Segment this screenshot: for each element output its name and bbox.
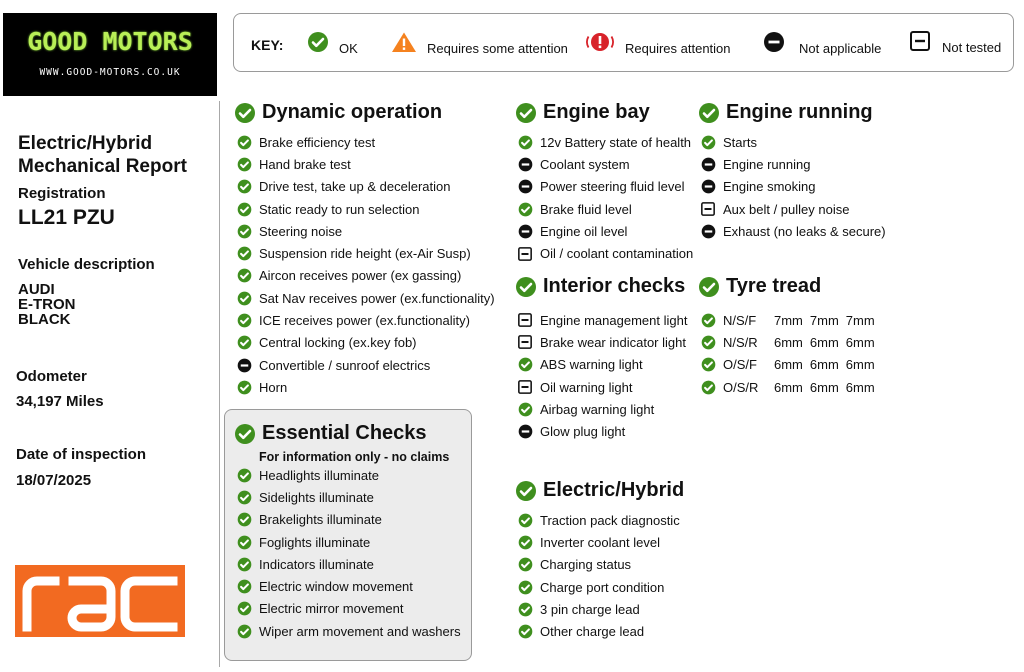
odometer-label: Odometer xyxy=(16,368,87,385)
check-item-label: Coolant system xyxy=(540,156,630,172)
check-icon xyxy=(237,313,259,328)
check-item-label: Wiper arm movement and washers xyxy=(259,623,461,639)
check-item xyxy=(518,242,693,264)
check-item-label: Charging status xyxy=(540,557,632,573)
check-item-label: Foglights illuminate xyxy=(259,534,371,550)
check-item xyxy=(237,354,495,376)
check-icon xyxy=(237,224,259,239)
check-item-label: ABS warning light xyxy=(540,357,643,373)
vertical-divider xyxy=(219,101,220,667)
tyre-depth: 6mm xyxy=(845,334,875,350)
check-item-label: Horn xyxy=(259,379,288,395)
check-item xyxy=(518,198,693,220)
minus-square-icon xyxy=(518,380,540,394)
inspection-date-label: Date of inspection xyxy=(16,446,147,463)
check-icon xyxy=(518,513,540,528)
check-item-label: Oil warning light xyxy=(540,379,633,395)
tyre-position: O/S/R xyxy=(723,379,759,395)
good-motors-logo xyxy=(3,13,217,96)
engine-bay-title: Engine bay xyxy=(543,101,650,123)
key-label: KEY: xyxy=(251,37,284,53)
check-item xyxy=(237,198,495,220)
check-item xyxy=(701,198,886,220)
check-item xyxy=(518,309,687,331)
dynamic-operation-title: Dynamic operation xyxy=(262,101,443,123)
key-ok xyxy=(307,31,358,58)
check-icon xyxy=(237,179,259,194)
status-key xyxy=(233,13,1014,72)
tyre-row xyxy=(701,376,882,398)
check-item xyxy=(518,153,693,175)
check-icon xyxy=(237,246,259,261)
registration-label: Registration xyxy=(18,185,106,202)
check-item xyxy=(518,176,693,198)
check-icon xyxy=(518,357,540,372)
tyre-depth: 6mm xyxy=(774,379,803,395)
check-item xyxy=(237,376,495,398)
essential-checks-title: Essential Checks xyxy=(262,422,427,444)
check-item-label: Engine oil level xyxy=(540,223,628,239)
check-item-label: Hand brake test xyxy=(259,156,351,172)
check-icon xyxy=(237,157,259,172)
check-item xyxy=(518,576,680,598)
check-item-label: Convertible / sunroof electrics xyxy=(259,357,431,373)
engine-running-title: Engine running xyxy=(726,101,873,123)
check-item-label: Steering noise xyxy=(259,223,343,239)
check-item xyxy=(237,464,461,486)
check-item-label: Sidelights illuminate xyxy=(259,489,374,505)
minus-square-icon xyxy=(518,247,540,261)
check-icon xyxy=(237,512,259,527)
check-item-label: Aircon receives power (ex gassing) xyxy=(259,268,462,284)
check-icon xyxy=(518,535,540,550)
check-item xyxy=(237,575,461,597)
check-item-label: Headlights illuminate xyxy=(259,467,379,483)
electric-hybrid-title: Electric/Hybrid xyxy=(543,479,685,501)
engine-bay-heading xyxy=(515,101,650,124)
check-item-label: Static ready to run selection xyxy=(259,201,420,217)
check-item-label: Charge port condition xyxy=(540,579,665,595)
check-item xyxy=(237,309,495,331)
check-icon xyxy=(518,557,540,572)
check-icon xyxy=(518,602,540,617)
check-item-label: 3 pin charge lead xyxy=(540,601,640,617)
tyre-depth: 6mm xyxy=(845,379,875,395)
logo-url-text: WWW.GOOD-MOTORS.CO.UK xyxy=(39,67,181,78)
vehicle-description xyxy=(18,282,76,327)
tyre-tread-heading xyxy=(698,275,821,298)
check-icon xyxy=(237,601,259,616)
check-item-label: Oil / coolant contamination xyxy=(540,246,694,262)
check-item xyxy=(237,242,495,264)
check-item xyxy=(237,287,495,309)
check-item xyxy=(237,176,495,198)
check-icon xyxy=(237,135,259,150)
check-icon xyxy=(515,480,537,502)
check-item-label: Engine smoking xyxy=(723,179,816,195)
vehicle-description-label: Vehicle description xyxy=(18,256,155,273)
tyre-depth: 6mm xyxy=(809,357,839,373)
warning-triangle-icon xyxy=(391,31,417,58)
check-item xyxy=(701,220,886,242)
check-icon xyxy=(518,580,540,595)
tyre-depth: 7mm xyxy=(809,312,839,328)
check-icon xyxy=(237,579,259,594)
check-icon xyxy=(701,135,723,150)
check-icon xyxy=(234,102,256,124)
minus-circle-icon xyxy=(237,358,259,373)
dynamic-operation-heading xyxy=(234,101,442,124)
minus-square-icon xyxy=(518,313,540,327)
key-not-tested xyxy=(910,31,1001,56)
check-icon xyxy=(701,380,723,395)
tyre-depth: 6mm xyxy=(845,357,875,373)
electric-hybrid-list xyxy=(518,509,680,643)
check-icon xyxy=(698,102,720,124)
key-ok-text: OK xyxy=(339,41,358,56)
tyre-depth: 6mm xyxy=(774,357,803,373)
vehicle-colour: BLACK xyxy=(18,311,71,328)
check-item xyxy=(518,420,687,442)
minus-circle-icon xyxy=(518,157,540,172)
check-icon xyxy=(237,202,259,217)
check-icon xyxy=(237,468,259,483)
interior-checks-list xyxy=(518,309,687,443)
minus-square-icon xyxy=(910,31,930,56)
check-item-label: Inverter coolant level xyxy=(540,534,660,550)
check-item xyxy=(701,153,886,175)
check-icon xyxy=(237,335,259,350)
tyre-depth: 6mm xyxy=(809,334,839,350)
odometer-value: 34,197 Miles xyxy=(16,393,104,410)
tyre-row xyxy=(701,354,882,376)
engine-bay-list xyxy=(518,131,693,265)
check-item-label: Brake fluid level xyxy=(540,201,632,217)
engine-running-heading xyxy=(698,101,873,124)
check-item-label: ICE receives power (ex.functionality) xyxy=(259,313,470,329)
check-icon xyxy=(237,490,259,505)
check-icon xyxy=(237,268,259,283)
key-not-applicable-text: Not applicable xyxy=(799,41,882,56)
check-item xyxy=(518,376,687,398)
minus-circle-icon xyxy=(701,224,723,239)
check-icon xyxy=(307,31,329,58)
check-item xyxy=(237,332,495,354)
check-item-label: Central locking (ex.key fob) xyxy=(259,335,417,351)
tyre-position: N/S/F xyxy=(723,312,757,328)
check-item xyxy=(237,131,495,153)
check-item-label: Other charge lead xyxy=(540,624,645,640)
minus-circle-icon xyxy=(518,179,540,194)
check-item xyxy=(237,620,461,642)
alert-icon xyxy=(585,31,615,58)
tyre-depth: 7mm xyxy=(774,312,803,328)
check-icon xyxy=(237,535,259,550)
check-item-label: Traction pack diagnostic xyxy=(540,512,680,528)
check-item-label: Indicators illuminate xyxy=(259,556,374,572)
check-item xyxy=(518,331,687,353)
check-icon xyxy=(237,291,259,306)
check-icon xyxy=(237,557,259,572)
tyre-depth: 6mm xyxy=(774,334,803,350)
engine-running-list xyxy=(701,131,886,242)
check-icon xyxy=(237,380,259,395)
key-not-applicable xyxy=(763,31,881,58)
check-item xyxy=(518,131,693,153)
rac-logo xyxy=(15,565,185,637)
check-item xyxy=(237,486,461,508)
key-attention xyxy=(585,31,731,58)
check-item-label: Electric window movement xyxy=(259,579,413,595)
minus-circle-icon xyxy=(701,157,723,172)
dynamic-operation-list xyxy=(237,131,495,399)
key-some-attention-text: Requires some attention xyxy=(427,41,568,56)
check-item xyxy=(237,598,461,620)
logo-brand-text: GOOD MOTORS xyxy=(27,27,193,56)
check-item xyxy=(237,265,495,287)
minus-circle-icon xyxy=(701,179,723,194)
check-item xyxy=(237,553,461,575)
tyre-row xyxy=(701,309,882,331)
check-icon xyxy=(701,313,723,328)
check-item-label: Airbag warning light xyxy=(540,401,655,417)
check-item xyxy=(701,131,886,153)
check-item-label: Electric mirror movement xyxy=(259,601,404,617)
check-item-label: Aux belt / pulley noise xyxy=(723,201,850,217)
check-icon xyxy=(518,135,540,150)
check-item xyxy=(237,153,495,175)
check-item-label: Sat Nav receives power (ex.functionality) xyxy=(259,290,495,306)
key-attention-text: Requires attention xyxy=(625,41,731,56)
check-icon xyxy=(698,276,720,298)
check-item xyxy=(518,398,687,420)
minus-circle-icon xyxy=(763,31,785,58)
check-item xyxy=(518,598,680,620)
check-item xyxy=(237,220,495,242)
check-item xyxy=(701,176,886,198)
essential-checks-list xyxy=(237,464,461,642)
check-item-label: Engine management light xyxy=(540,312,688,328)
minus-circle-icon xyxy=(518,424,540,439)
tyre-tread-title: Tyre tread xyxy=(726,275,822,297)
check-item xyxy=(518,554,680,576)
check-item-label: Drive test, take up & deceleration xyxy=(259,179,451,195)
check-item-label: Brakelights illuminate xyxy=(259,512,382,528)
check-icon xyxy=(518,402,540,417)
check-item xyxy=(518,509,680,531)
report-title: Electric/Hybrid Mechanical Report xyxy=(18,133,187,177)
check-item-label: Brake efficiency test xyxy=(259,134,376,150)
check-item xyxy=(518,620,680,642)
check-item-label: Power steering fluid level xyxy=(540,179,685,195)
vehicle-model: E-TRON xyxy=(18,296,76,313)
check-item xyxy=(237,509,461,531)
interior-checks-title: Interior checks xyxy=(543,275,686,297)
check-icon xyxy=(701,357,723,372)
tyre-row xyxy=(701,331,882,353)
check-item-label: Engine running xyxy=(723,156,811,172)
electric-hybrid-heading xyxy=(515,479,684,502)
check-item-label: Suspension ride height (ex-Air Susp) xyxy=(259,246,471,262)
tyre-depth: 7mm xyxy=(845,312,875,328)
check-icon xyxy=(237,624,259,639)
tyre-position: N/S/R xyxy=(723,334,758,350)
check-icon xyxy=(518,624,540,639)
interior-checks-heading xyxy=(515,275,685,298)
minus-circle-icon xyxy=(518,224,540,239)
check-icon xyxy=(518,202,540,217)
tyre-depth: 6mm xyxy=(809,379,839,395)
key-not-tested-text: Not tested xyxy=(942,40,1002,55)
tyre-tread-list xyxy=(701,309,882,398)
check-item xyxy=(518,531,680,553)
check-item-label: Starts xyxy=(723,134,757,150)
check-item-label: Exhaust (no leaks & secure) xyxy=(723,223,886,239)
check-icon xyxy=(515,102,537,124)
check-item-label: 12v Battery state of health xyxy=(540,134,692,150)
check-item xyxy=(518,354,687,376)
check-item-label: Glow plug light xyxy=(540,424,626,440)
essential-checks-heading xyxy=(234,422,427,445)
check-icon xyxy=(234,423,256,445)
key-some-attention xyxy=(391,31,568,58)
check-item xyxy=(518,220,693,242)
check-item xyxy=(237,531,461,553)
tyre-position: O/S/F xyxy=(723,357,757,373)
inspection-date-value: 18/07/2025 xyxy=(16,472,92,489)
vehicle-make: AUDI xyxy=(18,281,55,298)
essential-checks-subtitle: For information only - no claims xyxy=(259,450,450,464)
check-icon xyxy=(515,276,537,298)
minus-square-icon xyxy=(518,335,540,349)
check-icon xyxy=(701,335,723,350)
registration-value: LL21 PZU xyxy=(18,206,115,229)
minus-square-icon xyxy=(701,202,723,216)
check-item-label: Brake wear indicator light xyxy=(540,334,686,350)
